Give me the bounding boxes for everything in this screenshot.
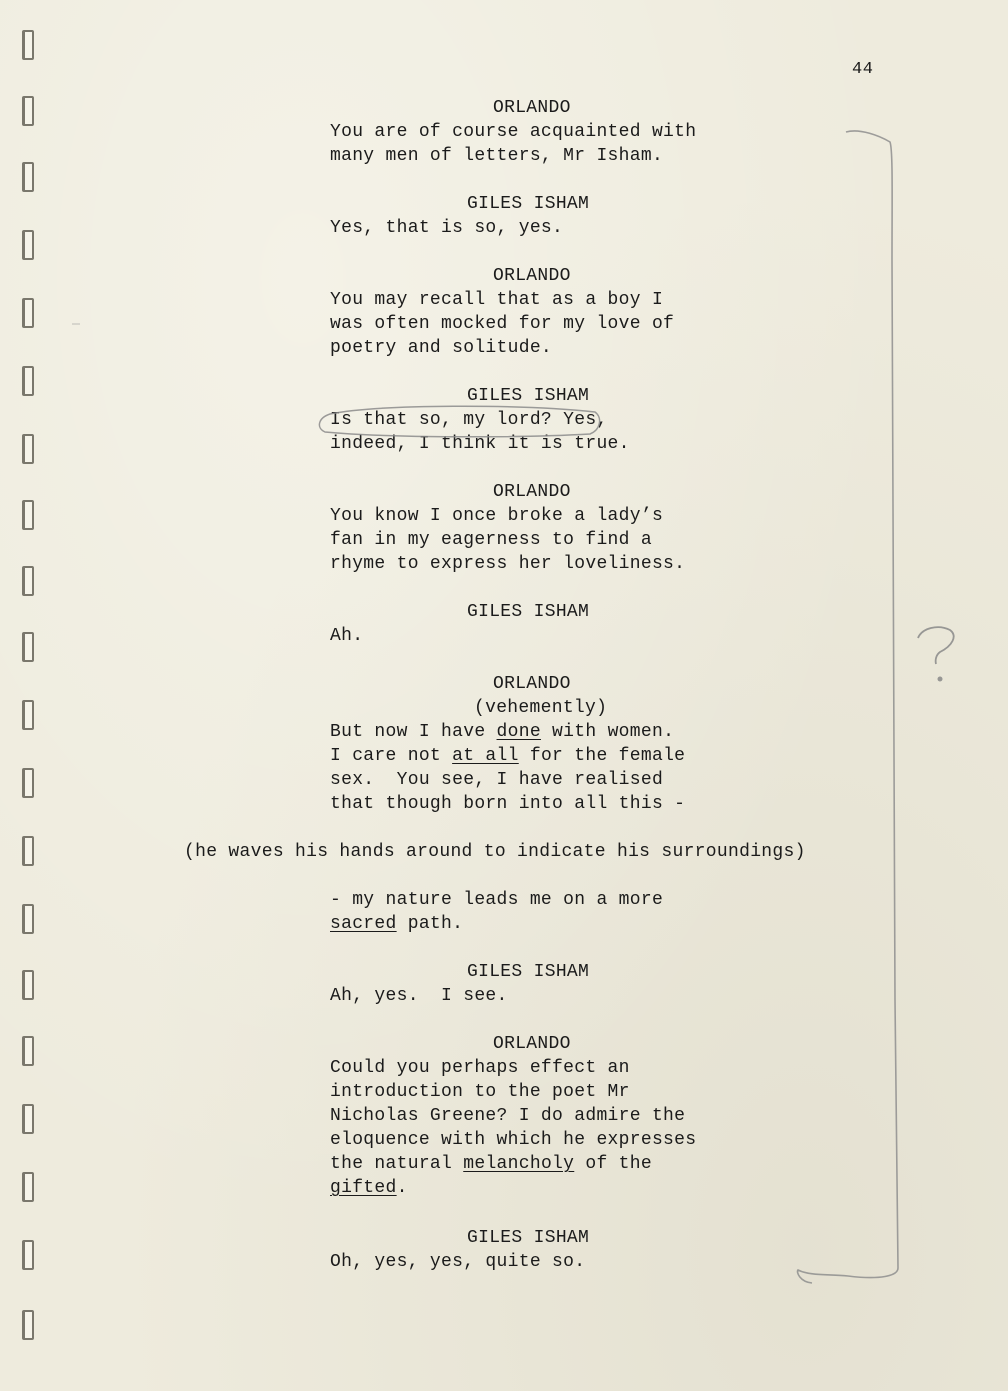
character-name: ORLANDO: [493, 482, 571, 502]
binding-hole: [22, 1240, 34, 1270]
pencil-question-mark: [918, 627, 954, 664]
line-text: I care not: [330, 746, 453, 766]
dialogue-line: Ah, yes. I see.: [330, 986, 508, 1006]
character-name: GILES ISHAM: [467, 194, 590, 214]
character-name: ORLANDO: [493, 1034, 571, 1054]
binding-hole: [22, 566, 34, 596]
binding-hole: [22, 1172, 34, 1202]
character-name: GILES ISHAM: [467, 602, 590, 622]
dialogue-line: introduction to the poet Mr: [330, 1082, 630, 1102]
dialogue-line: poetry and solitude.: [330, 338, 553, 358]
underlined-text: done: [496, 722, 541, 742]
binding-hole: [22, 298, 34, 328]
binding-hole: [22, 1310, 34, 1340]
line-text: for the female: [518, 746, 686, 766]
dialogue-line: [330, 720, 674, 744]
line-text: with women.: [540, 722, 675, 742]
character-name: ORLANDO: [493, 98, 571, 118]
binding-hole: [22, 1036, 34, 1066]
dialogue-line: rhyme to express her loveliness.: [330, 554, 686, 574]
dialogue-line: Is that so, my lord? Yes,: [330, 410, 608, 430]
dialogue-line: Could you perhaps effect an: [330, 1058, 630, 1078]
binding-hole: [22, 632, 34, 662]
dialogue-line: You know I once broke a lady’s: [330, 506, 664, 526]
dialogue-line: [330, 1152, 652, 1176]
dialogue-line: sex. You see, I have realised: [330, 770, 664, 790]
line-text: path.: [396, 914, 464, 934]
binding-hole: [22, 904, 34, 934]
binding-hole: [22, 162, 34, 192]
character-name: GILES ISHAM: [467, 386, 590, 406]
underlined-text: sacred: [330, 914, 397, 934]
dialogue-line: fan in my eagerness to find a: [330, 530, 652, 550]
line-text: .: [396, 1178, 408, 1198]
underlined-text: gifted: [330, 1178, 397, 1198]
dialogue-line: was often mocked for my love of: [330, 314, 675, 334]
character-name: GILES ISHAM: [467, 962, 590, 982]
dialogue-line: eloquence with which he expresses: [330, 1130, 697, 1150]
binding-hole: [22, 1104, 34, 1134]
dialogue-line: Oh, yes, yes, quite so.: [330, 1252, 586, 1272]
dialogue-line: that though born into all this -: [330, 794, 686, 814]
dialogue-line: You are of course acquainted with: [330, 122, 697, 142]
character-name: ORLANDO: [493, 674, 571, 694]
binding-hole: [22, 434, 34, 464]
binding-hole: [22, 768, 34, 798]
pencil-question-dot: [938, 677, 943, 682]
action-line: (he waves his hands around to indicate his surroundings): [184, 842, 806, 862]
binding-hole: [22, 700, 34, 730]
binding-hole: [22, 96, 34, 126]
dialogue-line: [330, 744, 685, 768]
binding-hole: [22, 366, 34, 396]
dialogue-line: Yes, that is so, yes.: [330, 218, 564, 238]
binding-hole: [22, 836, 34, 866]
dialogue-line: many men of letters, Mr Isham.: [330, 146, 664, 166]
underlined-text: melancholy: [463, 1154, 575, 1174]
page-number: 44: [852, 60, 874, 79]
dialogue-line: [330, 912, 463, 936]
pencil-bracket: [798, 131, 898, 1283]
character-name: GILES ISHAM: [467, 1228, 590, 1248]
underlined-text: at all: [452, 746, 519, 766]
dialogue-line: Nicholas Greene? I do admire the: [330, 1106, 686, 1126]
line-text: of the: [574, 1154, 652, 1174]
line-text: the natural: [330, 1154, 464, 1174]
dialogue-line: [330, 1176, 408, 1200]
binding-hole: [22, 970, 34, 1000]
binding-hole: [22, 230, 34, 260]
binding-hole: [22, 30, 34, 60]
parenthetical: (vehemently): [474, 698, 608, 718]
dialogue-line: You may recall that as a boy I: [330, 290, 664, 310]
dialogue-line: indeed, I think it is true.: [330, 434, 630, 454]
dialogue-line: - my nature leads me on a more: [330, 890, 664, 910]
binding-hole: [22, 500, 34, 530]
dialogue-line: Ah.: [330, 626, 364, 646]
line-text: But now I have: [330, 722, 497, 742]
character-name: ORLANDO: [493, 266, 571, 286]
